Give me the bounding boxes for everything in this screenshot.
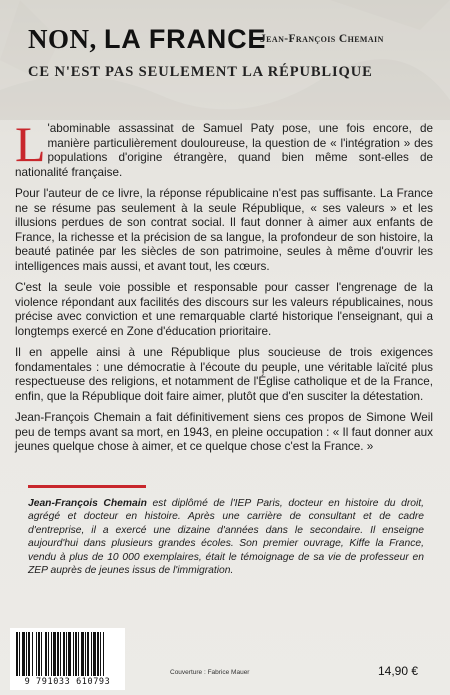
blurb bbox=[15, 116, 433, 462]
blurb-paragraph-1 bbox=[15, 116, 433, 180]
isbn-number: 9 791033 610793 bbox=[24, 677, 111, 687]
title-main: LA FRANCE bbox=[104, 24, 267, 54]
blurb-paragraph-5: Jean-François Chemain a fait définitivement siens ces propos de Simone Weil peu de temps avant sa mort, en 1943, en pleine occupation : « Il faut donner aux jeunes quelque chose à aimer, et ce quelque chose c'est la France. » bbox=[15, 411, 433, 453]
barcode bbox=[14, 632, 119, 676]
blurb-paragraph-1-text: 'abominable assassinat de Samuel Paty pose, une fois encore, de manière particulièrement douloureuse, la question de « l'intégration » des populations d'origine étrangère, quand bien même sont-elles de nationalité française. bbox=[15, 122, 433, 179]
drop-cap: L bbox=[15, 116, 46, 172]
author-bio bbox=[28, 497, 424, 577]
author-name: Jean-François Chemain bbox=[260, 33, 384, 45]
cover-credit: Couverture : Fabrice Mauer bbox=[170, 669, 250, 676]
bio-name: Jean-François Chemain bbox=[28, 498, 147, 509]
book-subtitle: CE N'EST PAS SEULEMENT LA RÉPUBLIQUE bbox=[28, 64, 373, 80]
blurb-paragraph-2: Pour l'auteur de ce livre, la réponse républicaine n'est pas suffisante. La France ne se résume pas seulement à la seule République, « ses valeurs » et les illusions perdues de son contrat social. Il faut donner à aimer aux enfants de France, la richesse et la précision de sa langue, la profondeur de son histoire, la beauté patinée par les siècles de son patrimoine, seules à même d'ouvrir les intelligences mais aussi, et avant tout, les cœurs. bbox=[15, 187, 433, 273]
blurb-paragraph-4: Il en appelle ainsi à une République plus soucieuse de trois exigences fondamentales : une démocratie à l'écoute du peuple, une véritable laïcité plus respectueuse des religions, et notamment de l'Église catholique et de la France, enfin, que la République doit faire aimer, plutôt que d'en susciter la détestation. bbox=[15, 346, 433, 403]
red-divider bbox=[28, 485, 146, 488]
header-texture bbox=[0, 0, 450, 120]
title-prefix: NON, bbox=[28, 24, 104, 54]
book-title bbox=[28, 24, 266, 55]
bio-text: est diplômé de l'IEP Paris, docteur en histoire du droit, agrégé et docteur en histoire. Après une carrière de consultant et de cadre d'entreprise, il a exercé une dizaine d'années dans le secondaire. Il enseigne aujourd'hui dans plusieurs grandes écoles. Son premier ouvrage, Kiffe la France, vendu à plus de 10 000 exemplaires, était le témoignage de sa vie de professeur en ZEP auprès de jeunes issus de l'immigration. bbox=[28, 498, 424, 577]
blurb-paragraph-3: C'est la seule voie possible et responsable pour casser l'engrenage de la violence répondant aux facilités des discours sur les valeurs républicaines, nous précise avec conviction et une remarquable clarté historique l'enseignant, qui a longtemps exercé en Zone d'éducation prioritaire. bbox=[15, 281, 433, 338]
price: 14,90 € bbox=[378, 664, 419, 678]
